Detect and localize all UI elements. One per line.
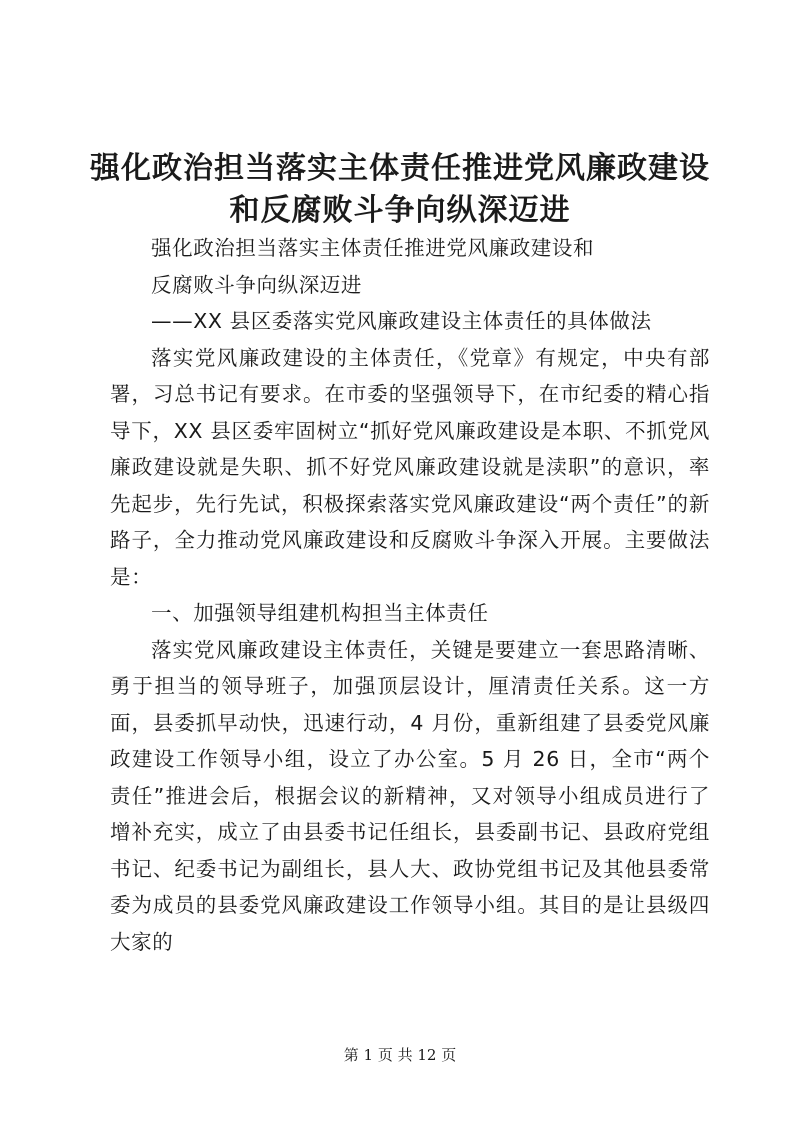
document-title-line-2: 和反腐败斗争向纵深迈进 [229,193,571,228]
byline: ——XX 县区委落实党风廉政建设主体责任的具体做法 [151,309,652,333]
paragraph-section-1: 落实党风廉政建设主体责任，关键是要建立一套思路清晰、勇于担当的领导班子，加强顶层设计，厘清责任关系。这一方面，县委抓早动快，迅速行动，4 月份，重新组建了县委党风廉政建设工作领导小组，设立了办公室。5 月 26 日，全市“两个责任”推进会后，根据会议的新精神，又对领导小组成员进行了增补充实，成立了由县委书记任组长，县委副书记、县政府党组书记、纪委书记为副组长，县人大、政协党组书记及其他县委常委为成员的县委党风廉政建设工作领导小组。其目的是让县级四大家的 [110,637,710,954]
page-number-footer: 第 1 页 共 12 页 [343,1046,457,1064]
subtitle-line-2: 反腐败斗争向纵深迈进 [151,272,362,297]
document-title-line-1: 强化政治担当落实主体责任推进党风廉政建设 [90,151,710,186]
paragraph-intro: 落实党风廉政建设的主体责任，《党章》有规定，中央有部署，习总书记有要求。在市委的坚强领导下，在市纪委的精心指导下，XX 县区委牢固树立“抓好党风廉政建设是本职、不抓党风廉政建设就是失职、抓不好党风廉政建设就是渎职”的意识，率先起步，先行先试，积极探索落实党风廉政建设“两个责任”的新路子，全力推动党风廉政建设和反腐败斗争深入开展。主要做法是： [110,345,710,589]
document-body [110,230,710,960]
subtitle-line-1: 强化政治担当落实主体责任推进党风廉政建设和 [151,236,595,260]
section-heading-1: 一、加强领导组建机构担当主体责任 [151,601,489,625]
